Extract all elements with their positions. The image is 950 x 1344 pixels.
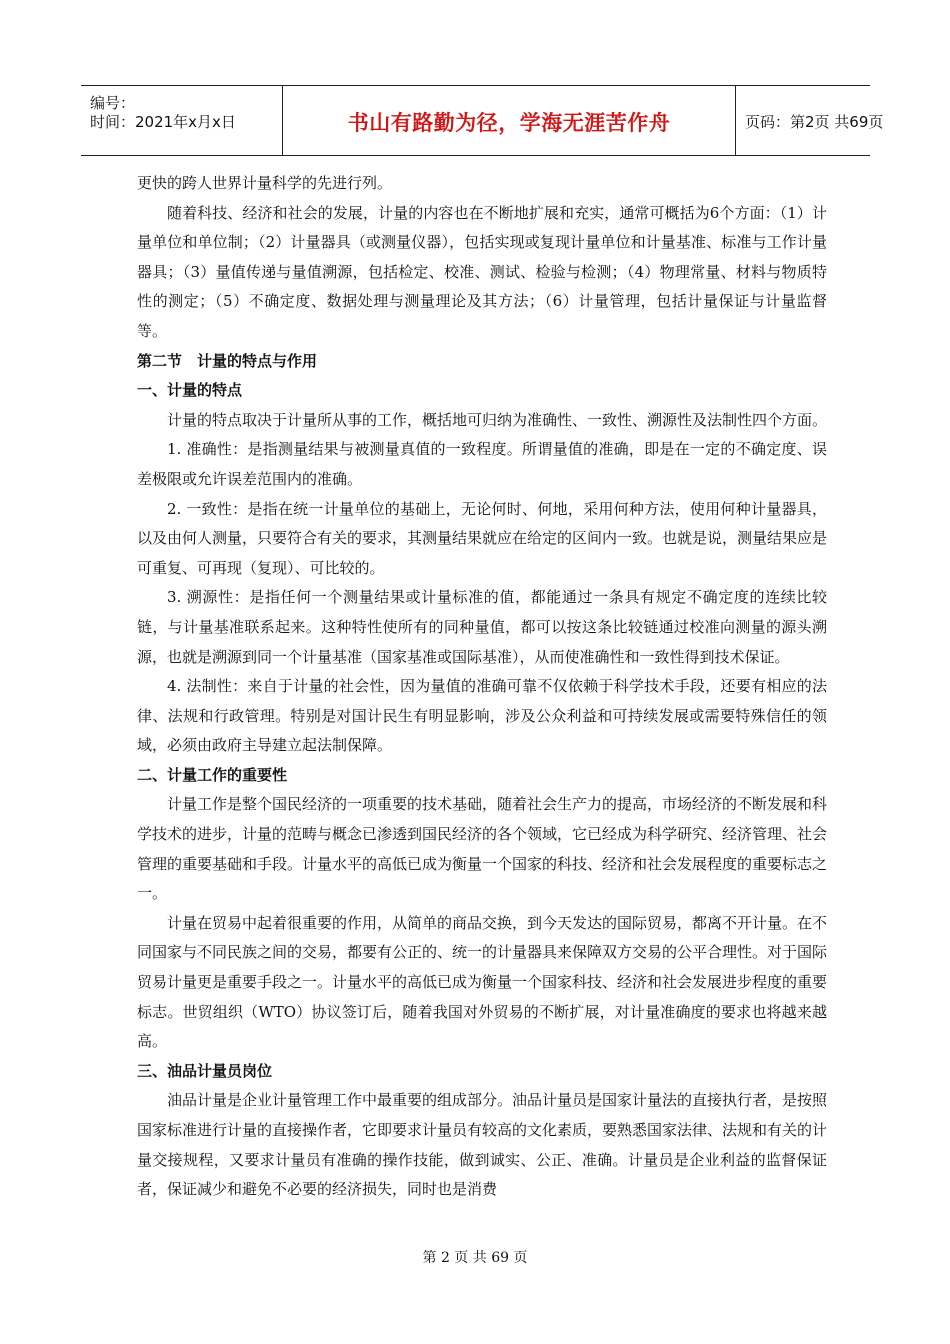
body-paragraph: 计量工作是整个国民经济的一项重要的技术基础，随着社会生产力的提高，市场经济的不断发展和科学技术的进步，计量的范畴与概念已渗透到国民经济的各个领域，它已经成为科学研究、经济管理、社会管理的重要基础和手段。计量水平的高低已成为衡量一个国家的科技、经济和社会发展程度的重要标志之一。 xyxy=(137,795,828,903)
page-footer: 第 2 页 共 69 页 xyxy=(422,1250,528,1266)
body-paragraph: 3. 溯源性：是指任何一个测量结果或计量标准的值，都能通过一条具有规定不确定度的连续比较链，与计量基准联系起来。这种特性使所有的同种量值，都可以按这条比较链通过校准向测量的源头溯源，也就是溯源到同一个计量基准（国家基准或国际基准），从而使准确性和一致性得到技术保证。 xyxy=(137,588,827,666)
body-paragraph: 随着科技、经济和社会的发展，计量的内容也在不断地扩展和充实，通常可概括为6个方面：（1）计量单位和单位制；（2）计量器具（或测量仪器），包括实现或复现计量单位和计量基准、标准与工作计量器具；（3）量值传递与量值溯源，包括检定、校准、测试、检验与检测；（4）物理常量、材料与物质特性的测定；（5）不确定度、数据处理与测量理论及其方法；（6）计量管理，包括计量保证与计量监督等。 xyxy=(137,203,827,340)
header-motto-cell xyxy=(282,86,736,155)
document-number-label: 编号： xyxy=(90,94,136,112)
section-heading: 二、计量工作的重要性 xyxy=(137,765,288,784)
section-heading: 第二节 计量的特点与作用 xyxy=(137,351,318,370)
body-paragraph: 更快的跨人世界计量科学的先进行列。 xyxy=(137,174,393,192)
body-paragraph: 4. 法制性：来自于计量的社会性，因为量值的准确可靠不仅依赖于科学技术手段，还要有相应的法律、法规和行政管理。特别是对国计民生有明显影响，涉及公众利益和可持续发展或需要特殊信任的领域，必须由政府主导建立起法制保障。 xyxy=(137,677,827,755)
body-paragraph: 2. 一致性：是指在统一计量单位的基础上，无论何时、何地，采用何种方法，使用何种计量器具，以及由何人测量，只要符合有关的要求，其测量结果就应在给定的区间内一致。也就是说，测量结果应是可重复、可再现（复现）、可比较的。 xyxy=(137,499,828,577)
document-time-label: 时间：2021年x月x日 xyxy=(90,113,236,131)
body-paragraph: 油品计量是企业计量管理工作中最重要的组成部分。油品计量员是国家计量法的直接执行者，是按照国家标准进行计量的直接操作者，它即要求计量员有较高的文化素质，要熟悉国家法律、法规和有关的计量交接规程，又要求计量员有准确的操作技能，做到诚实、公正、准确。计量员是企业利益的监督保证者，保证减少和避免不必要的经济损失，同时也是消费 xyxy=(137,1091,828,1199)
page-header xyxy=(81,85,884,156)
body-paragraph: 计量的特点取决于计量所从事的工作，概括地可归纳为准确性、一致性、溯源性及法制性四个方面。 xyxy=(167,410,828,429)
section-heading: 三、油品计量员岗位 xyxy=(137,1061,273,1080)
section-heading: 一、计量的特点 xyxy=(137,381,243,400)
document-body xyxy=(137,169,827,1205)
header-page-cell xyxy=(735,86,884,155)
header-motto: 书山有路勤为径，学海无涯苦作舟 xyxy=(347,111,671,135)
header-page-info: 页码：第2页 共69页 xyxy=(745,113,884,131)
body-paragraph: 1. 准确性：是指测量结果与被测量真值的一致程度。所谓量值的准确，即是在一定的不确定度、误差极限或允许误差范围内的准确。 xyxy=(137,440,827,488)
body-paragraph: 计量在贸易中起着很重要的作用，从简单的商品交换，到今天发达的国际贸易，都离不开计量。在不同国家与不同民族之间的交易，都要有公正的、统一的计量器具来保障双方交易的公平合理性。对于国际贸易计量更是重要手段之一。计量水平的高低已成为衡量一个国家科技、经济和社会发展进步程度的重要标志。世贸组织（WTO）协议签订后，随着我国对外贸易的不断扩展，对计量准确度的要求也将越来越高。 xyxy=(137,913,828,1051)
header-meta-cell xyxy=(81,86,281,155)
